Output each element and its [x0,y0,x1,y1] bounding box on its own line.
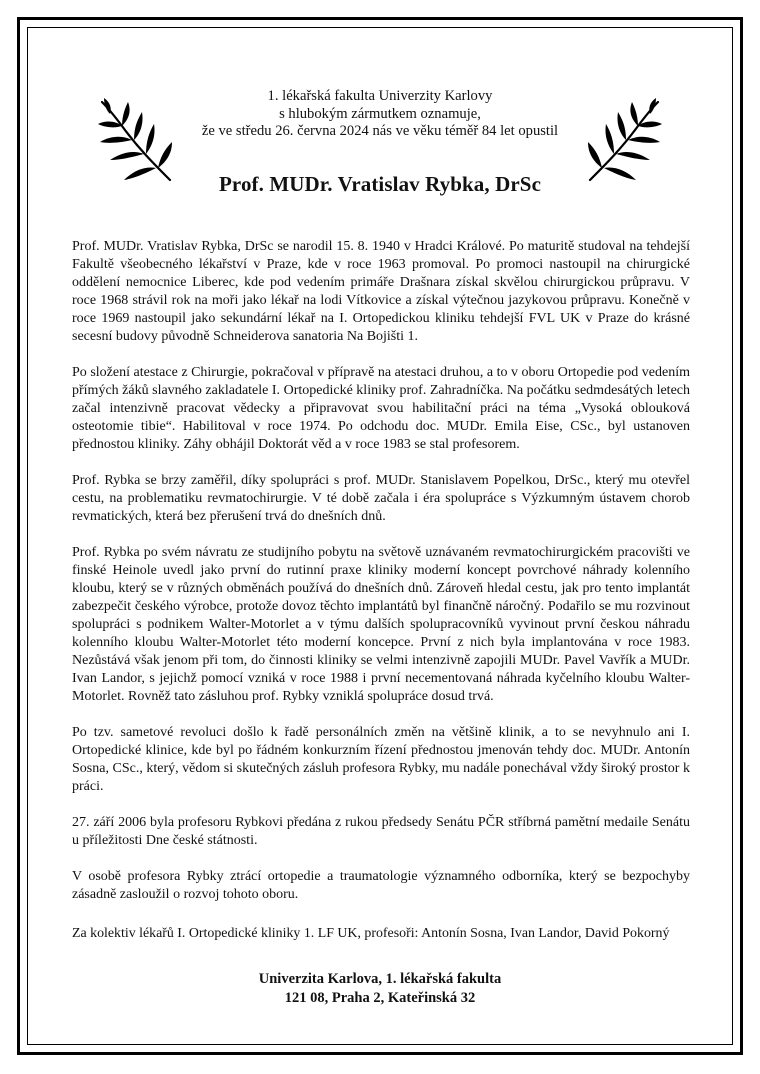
paragraph-4: Prof. Rybka po svém návratu ze studijního pobytu na světově uznávaném revmatochirurgickém pracovišti ve finské Heinole uvedl jako první do rutinní praxe kliniky moderní koncept povrchové náhrady kolenního kloubu, který se v různých obměnách používá do dnešních dnů. Zároveň hledal cestu, jak pro tento implantát zabezpečit českého výrobce, protože dovoz těchto implantátů byl finančně náročný. Podařilo se mu rozvinout spolupráci s podnikem Walter-Motorlet a v týmu dalších spolupracovníků vyvinout první českou náhradu kolenního kloubu Walter-Motorlet této moderní koncepce. První z nich byla implantována v roce 1983. Nezůstává však jenom při tom, do činnosti kliniky se velmi intenzivně zapojili MUDr. Pavel Vavřík a MUDr. Ivan Landor, s jejichž pomocí vzniká v roce 1988 i první necementovaná náhrada kyčelního kloubu Walter-Motorlet. Rovněž tato zásluhou prof. Rybky vzniklá spolupráce dosud trvá. [72,545,690,704]
address-footer [180,970,580,1008]
header-line-3: že ve středu 26. června 2024 nás ve věku téměř 84 let opustil [201,123,559,139]
paragraph-5: Po tzv. sametové revoluci došlo k řadě personálních změn na většině klinik, a to se nevyhnulo ani I. Ortopedické klinice, kde byl po řádném konkurzním řízení přednostou jmenován tehdy doc. MUDr. Antonín Sosna, CSc., který, vědom si skutečných zásluh profesora Rybky, mu nadále ponechával vždy široký prostor k práci. [72,725,690,794]
footer-line-1: Univerzita Karlova, 1. lékařská fakulta [258,971,502,987]
paragraph-7: V osobě profesora Rybky ztrácí ortopedie a traumatologie významného odborníka, který se bezpochyby zásadně zasloužil o rozvoj tohoto oboru. [72,869,690,902]
header-line-1: 1. lékařská fakulta Univerzity Karlovy [267,88,493,104]
announcement-header [150,88,610,141]
obituary-body [72,238,690,943]
footer-line-2: 121 08, Praha 2, Kateřinská 32 [284,990,476,1006]
page-title: Prof. MUDr. Vratislav Rybka, DrSc [218,172,541,196]
header-line-2: s hlubokým zármutkem oznamuje, [279,105,481,122]
signature-line: Za kolektiv lékařů I. Ortopedické kliniky 1. LF UK, profesoři: Antonín Sosna, Ivan Landor, David Pokorný [72,926,670,941]
paragraph-1: Prof. MUDr. Vratislav Rybka, DrSc se narodil 15. 8. 1940 v Hradci Králové. Po maturitě studoval na tehdejší Fakultě všeobecného lékařství v Praze, kde v roce 1963 promoval. Po promoci nastoupil na chirurgické oddělení nemocnice Liberec, kde pod vedením primáře Drašnara získal skvělou chirurgickou průpravu. V roce 1968 strávil rok na moři jako lékař na lodi Vítkovice a získal výtečnou jazykovou průpravu. Konečně v roce 1969 nastoupil jako sekundární lékař na I. Ortopedickou kliniku tehdejší FVL UK v Praze do krásné secesní budovy původně Schneiderova sanatoria Na Bojišti 1. [72,239,690,344]
paragraph-6: 27. září 2006 byla profesoru Rybkovi předána z rukou předsedy Senátu PČR stříbrná pamětní medaile Senátu u příležitosti Dne české státnosti. [72,815,690,848]
paragraph-2: Po složení atestace z Chirurgie, pokračoval v přípravě na atestaci druhou, a to v oboru Ortopedie pod vedením přímých žáků slavného zakladatele I. Ortopedické kliniky prof. Zahradníčka. Na počátku sedmdesátých letech začal intenzivně pracovat vědecky a připravovat svou habilitační práci na téma „Vysoká oblouková osteotomie tibie“. Habilitoval v roce 1974. Po odchodu doc. MUDr. Emila Eise, CSc., byl ustanoven přednostou kliniky. Záhy obhájil Doktorát věd a v roce 1983 se stal profesorem. [72,365,690,452]
paragraph-3: Prof. Rybka se brzy zaměřil, díky spolupráci s prof. MUDr. Stanislavem Popelkou, DrSc., který mu otevřel cestu, na problematiku revmatochirurgie. V té době začala i éra spolupráce s Výzkumným ústavem chorob revmatických, která bez přerušení trvá do dnešních dnů. [72,473,690,524]
